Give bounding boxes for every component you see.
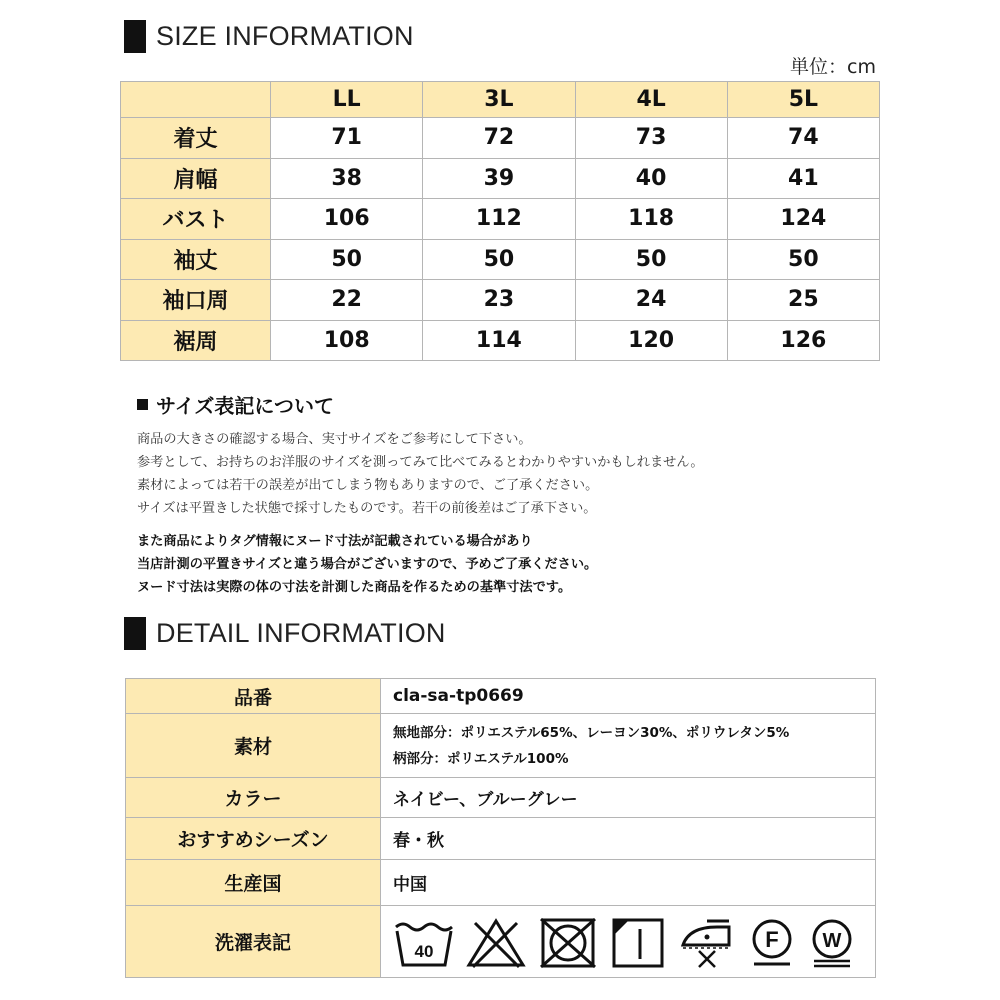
season-label: おすすめシーズン: [126, 818, 381, 860]
size-table: [120, 81, 880, 361]
no-tumble-dry-icon: [537, 917, 599, 969]
table-row: [126, 818, 876, 860]
size-row-label: 着丈: [121, 118, 271, 159]
note-line: 当店計測の平置きサイズと違う場合がございますので、予めご了承ください。: [137, 557, 598, 572]
unit-label: 単位：cm: [790, 56, 876, 78]
size-cell: 24: [575, 280, 727, 321]
size-column-header: 5L: [727, 82, 879, 118]
table-row: [126, 906, 876, 978]
dry-clean-f-icon: [747, 917, 797, 969]
size-section-title: SIZE INFORMATION: [156, 21, 414, 51]
line-dry-shade-icon: [609, 917, 667, 969]
size-table-header-row: [121, 82, 880, 118]
size-cell: 72: [423, 118, 575, 159]
nude-size-notice: [137, 530, 597, 599]
heading-bar: [124, 20, 146, 53]
note-line: サイズは平置きした状態で採寸したものです。若干の前後差はご了承下さい。: [137, 501, 597, 516]
no-bleach-icon: [465, 917, 527, 969]
detail-section-heading: [124, 617, 446, 650]
size-cell: 50: [575, 239, 727, 280]
size-table-corner: [121, 82, 271, 118]
material-value: [381, 714, 876, 778]
size-section-heading: [124, 20, 414, 53]
table-row: [126, 679, 876, 714]
size-row-label: 袖口周: [121, 280, 271, 321]
note-line: 商品の大きさの確認する場合、実寸サイズをご参考にして下さい。: [137, 432, 532, 447]
note-line: 素材によっては若干の誤差が出てしまう物もありますので、ご了承ください。: [137, 478, 599, 493]
size-row-label: 肩幅: [121, 158, 271, 199]
size-cell: 38: [271, 158, 423, 199]
color-label: カラー: [126, 778, 381, 818]
size-cell: 120: [575, 320, 727, 361]
product-number-value: cla-sa-tp0669: [381, 679, 876, 714]
color-value: ネイビー、ブルーグレー: [381, 778, 876, 818]
size-cell: 41: [727, 158, 879, 199]
wash-40-icon: [393, 917, 455, 969]
detail-section-title: DETAIL INFORMATION: [156, 618, 446, 648]
size-column-header: 4L: [575, 82, 727, 118]
size-cell: 23: [423, 280, 575, 321]
season-value: 春・秋: [381, 818, 876, 860]
low-iron-icon: [677, 915, 737, 971]
wet-clean-w-icon: [807, 917, 857, 969]
size-cell: 74: [727, 118, 879, 159]
size-cell: 50: [727, 239, 879, 280]
table-row: [121, 280, 880, 321]
table-row: [121, 320, 880, 361]
table-row: [126, 860, 876, 906]
size-cell: 73: [575, 118, 727, 159]
size-row-label: 裾周: [121, 320, 271, 361]
size-cell: 25: [727, 280, 879, 321]
size-cell: 108: [271, 320, 423, 361]
note-line: 参考として、お持ちのお洋服のサイズを測ってみて比べてみるとわかりやすいかもしれません。: [137, 455, 704, 470]
care-label: 洗濯表記: [126, 906, 381, 978]
detail-table: [125, 678, 876, 978]
size-column-header: LL: [271, 82, 423, 118]
size-cell: 40: [575, 158, 727, 199]
size-cell: 22: [271, 280, 423, 321]
material-label: 素材: [126, 714, 381, 778]
size-row-label: 袖丈: [121, 239, 271, 280]
table-row: [121, 199, 880, 240]
wash-temp-text: 40: [414, 941, 434, 961]
note-line: また商品によりタグ情報にヌード寸法が記載されている場合があり: [137, 534, 533, 549]
product-number-label: 品番: [126, 679, 381, 714]
table-row: [121, 118, 880, 159]
size-cell: 106: [271, 199, 423, 240]
size-cell: 124: [727, 199, 879, 240]
origin-label: 生産国: [126, 860, 381, 906]
table-row: [126, 778, 876, 818]
size-cell: 118: [575, 199, 727, 240]
size-notes-title: サイズ表記について: [156, 394, 334, 418]
care-symbols: [381, 906, 876, 978]
size-notes-heading: [137, 390, 334, 419]
size-cell: 50: [423, 239, 575, 280]
material-line: 無地部分：ポリエステル65%、レーヨン30%、ポリウレタン5%: [393, 724, 790, 741]
size-cell: 39: [423, 158, 575, 199]
origin-value: 中国: [381, 860, 876, 906]
size-row-label: バスト: [121, 199, 271, 240]
size-cell: 114: [423, 320, 575, 361]
size-column-header: 3L: [423, 82, 575, 118]
table-row: [121, 239, 880, 280]
size-cell: 71: [271, 118, 423, 159]
size-cell: 50: [271, 239, 423, 280]
dry-clean-f-text: F: [765, 926, 779, 952]
size-cell: 126: [727, 320, 879, 361]
heading-bar: [124, 617, 146, 650]
size-notes-paragraph: [137, 428, 704, 520]
table-row: [126, 714, 876, 778]
size-cell: 112: [423, 199, 575, 240]
note-line: ヌード寸法は実際の体の寸法を計測した商品を作るための基準寸法です。: [137, 580, 572, 595]
wet-clean-w-text: W: [822, 929, 842, 952]
care-icons-row: [393, 913, 875, 971]
bullet-square: [137, 399, 148, 410]
table-row: [121, 158, 880, 199]
material-line: 柄部分：ポリエステル100%: [393, 750, 569, 767]
